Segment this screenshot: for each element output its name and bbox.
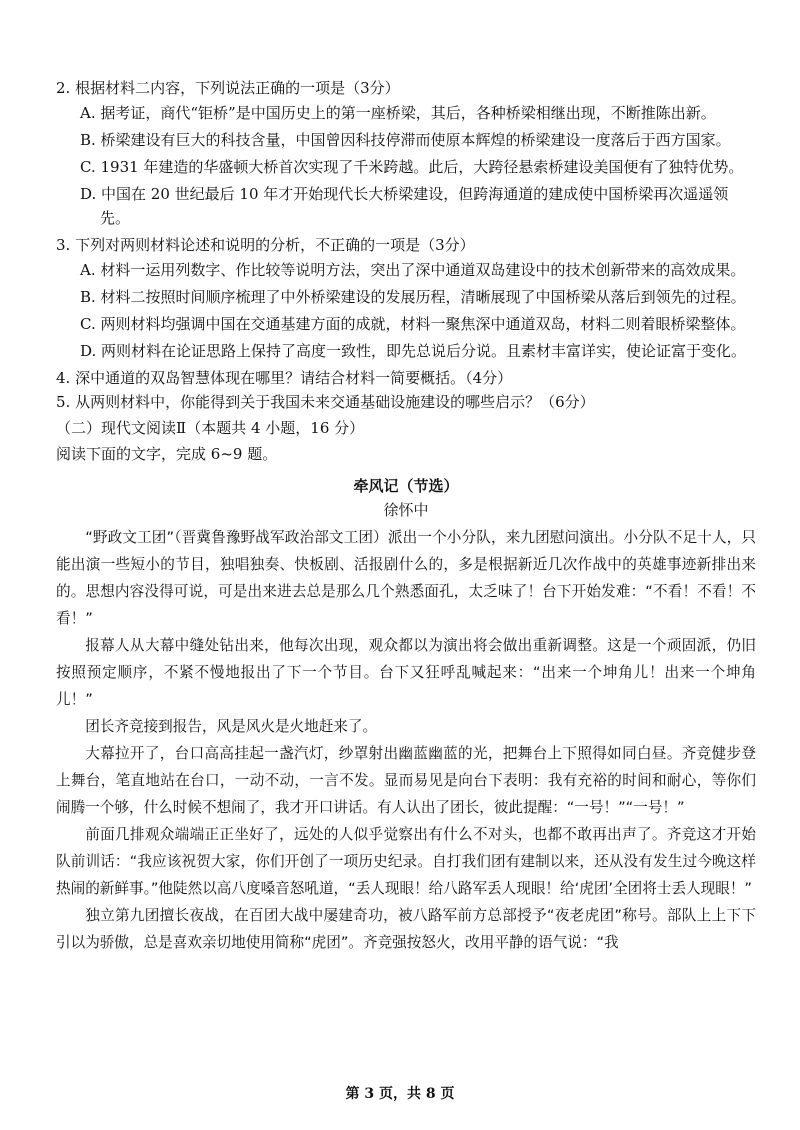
option-a: A. 据考证，商代“钜桥”是中国历史上的第一座桥梁，其后，各种桥梁相继出现，不断推陈出新。	[80, 104, 716, 122]
question-stem: 2. 根据材料二内容，下列说法正确的一项是（3分）	[56, 79, 400, 97]
option-d: D. 两则材料在论证思路上保持了高度一致性，即先总说后分说。且素材丰富详实，使论证富于变化。	[80, 342, 747, 360]
question-2	[56, 76, 756, 230]
article-paragraph: 前面几排观众端端正正坐好了，远处的人似乎觉察出有什么不对头，也都不敢再出声了。齐竞这才开始队前训话：“我应该祝贺大家，你们开创了一项历史纪录。自打我们团有建制以来，还从没有发生过今晚这样热闹的新鲜事。”他陡然以高八度嗓音怒吼道，“丢人现眼！给八路军丢人现眼！给‘虎团’全团将士丢人现眼！”	[56, 826, 756, 897]
option-c: C. 两则材料均强调中国在交通基建方面的成就，材料一聚焦深中通道双岛，材料二则着眼桥梁整体。	[80, 315, 746, 333]
question-stem: 3. 下列对两则材料论述和说明的分析，不正确的一项是（3分）	[56, 236, 475, 254]
option-b: B. 材料二按照时间顺序梳理了中外桥梁建设的发展历程，清晰展现了中国桥梁从落后到领先的过程。	[80, 288, 746, 306]
article-paragraph: “野政文工团”（晋冀鲁豫野战军政治部文工团）派出一个小分队，来九团慰问演出。小分队不足十人，只能出演一些短小的节目，独唱独奏、快板剧、活报剧什么的，多是根据新近几次作战中的英雄事迹新排出来的。思想内容没得可说，可是出来进去总是那么几个熟悉面孔，太乏味了！台下开始发难：“不看！不看！不看！”	[56, 529, 756, 627]
article-paragraph: 大幕拉开了，台口高高挂起一盏汽灯，纱罩射出幽蓝幽蓝的光，把舞台上下照得如同白昼。齐竞健步登上舞台，笔直地站在台口，一动不动，一言不发。显而易见是向台下表明：我有充裕的时间和耐心，等你们闹腾一个够，什么时候不想闹了，我才开口讲话。有人认出了团长，彼此提醒：“一号！”“一号！”	[56, 745, 756, 816]
article-title: 牵风记（节选）	[353, 477, 459, 495]
question-3	[56, 233, 756, 363]
article-paragraph: 独立第九团擅长夜战，在百团大战中屡建奇功，被八路军前方总部授予“夜老虎团”称号。部队上上下下引以为骄傲，总是喜欢亲切地使用简称“虎团”。齐竞强按怒火，改用平静的语气说：“我	[56, 907, 756, 951]
section-instruction: 阅读下面的文字，完成 6~9 题。	[56, 445, 278, 463]
option-d: D. 中国在 20 世纪最后 10 年才开始现代长大桥梁建设，但跨海通道的建成使中国桥梁再次遥遥领先。	[80, 185, 729, 227]
article	[56, 474, 756, 956]
article-paragraph: 报幕人从大幕中缝处钻出来，他每次出现，观众都以为演出将会做出重新调整。这是一个顽固派，仍旧按照预定顺序，不紧不慢地报出了下一个节目。台下又狂呼乱喊起来：“出来一个坤角儿！出来一个坤角儿！”	[56, 637, 756, 708]
section-heading: （二）现代文阅读Ⅱ（本题共 4 小题，16 分）	[56, 419, 365, 437]
option-a: A. 材料一运用列数字、作比较等说明方法，突出了深中通道双岛建设中的技术创新带来的高效成果。	[80, 261, 746, 279]
article-author: 徐怀中	[383, 501, 429, 519]
article-paragraph: 团长齐竞接到报告，风是风火是火地赶来了。	[85, 718, 378, 735]
option-c: C. 1931 年建造的华盛顿大桥首次实现了千米跨越。此后，大跨径悬索桥建设美国便有了独特优势。	[80, 158, 744, 176]
option-b: B. 桥梁建设有巨大的科技含量，中国曾因科技停滞而使原本辉煌的桥梁建设一度落后于西方国家。	[80, 131, 731, 149]
page-footer: 第 3 页，共 8 页	[345, 1086, 455, 1102]
question-4: 4. 深中通道的双岛智慧体现在哪里？请结合材料一简要概括。（4分）	[56, 369, 513, 387]
question-5: 5. 从两则材料中，你能得到关于我国未来交通基础设施建设的哪些启示？（6分）	[56, 393, 595, 411]
